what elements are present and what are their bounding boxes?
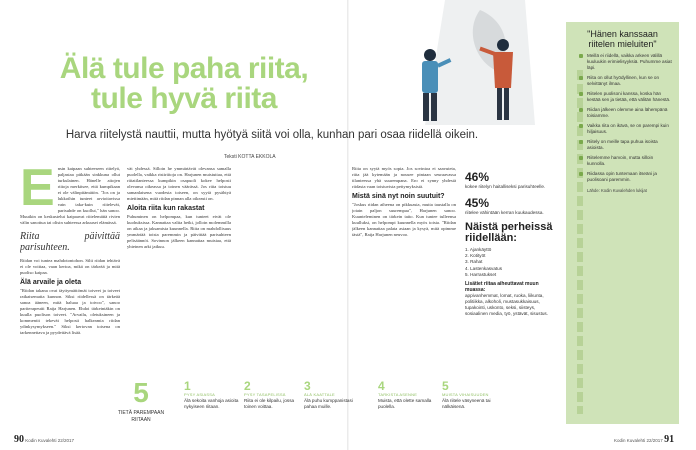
headline-line-1: Älä tule paha riita, bbox=[59, 52, 309, 85]
sidebar-quote bbox=[587, 123, 672, 135]
stat-1-value: 46% bbox=[465, 170, 490, 184]
page-number-left: 90 bbox=[14, 434, 24, 445]
column-1-mid: Riidan voi tuntea mahdotontohon. Silti riidan tehtävä ei ole voittaa, vaan kertoa, mikä on tärkeää ja mitä puoliso kaipaa. bbox=[20, 258, 120, 275]
pull-quote: Riita päivittää parisuhteen. bbox=[20, 231, 120, 253]
footer-left-magazine: Kodin Kuvalehti 22/2017 bbox=[25, 438, 75, 443]
stat-2-text: riitelee vähintään kerran kuukaudessa. bbox=[465, 210, 544, 215]
box-list-item: 2. Kotityöt bbox=[465, 253, 486, 259]
sidebar-quote-text: Riitelen puolisoni kanssa, koska hän kestää sen ja tietää, että välitän hänestä. bbox=[587, 91, 671, 102]
byline: Teksti KOTTA EKKOLA bbox=[224, 154, 276, 160]
sidebar-stripe bbox=[577, 70, 583, 414]
five-ways-badge bbox=[103, 372, 179, 428]
step-1-text: Älä sekoita vanhoja asioita nykyiseen riitaan. bbox=[184, 398, 239, 409]
box-sub-text: appivanhemmat, lomat, ruoka, liikunta, politiikka, alkoholi, mustasukkaisuus, tupakointi, uskonto, seksi, siisteys, sosiaalinen media, työ, ystävät, sisustus. bbox=[465, 293, 548, 317]
box-sub-title: Lisätiet riitaa aiheuttavat muun muassa: bbox=[465, 281, 539, 294]
step-3-label: ÄLÄ KAATTALE bbox=[304, 392, 335, 397]
article-column-2 bbox=[127, 166, 231, 370]
step-5-label: MUISTA VIHAISUUDEN bbox=[442, 392, 489, 397]
box-list-item: 4. Lastenkasvatus bbox=[465, 265, 503, 271]
step-4-text: Muista, että olette samalla puolella. bbox=[378, 398, 432, 409]
sidebar-quote-text: Vaikka riita on ikävä, se on parempi kuin hiljaisuus. bbox=[587, 123, 669, 134]
sidebar-quote-text: Riidassa opin tuntemaan itseäni ja puolisoani paremmin. bbox=[587, 171, 657, 182]
footer-right-magazine: Kodin Kuvalehti 22/2017 bbox=[614, 438, 663, 443]
step-2-number: 2 bbox=[244, 379, 251, 393]
step-4-number: 4 bbox=[378, 379, 385, 393]
step-1-number: 1 bbox=[184, 379, 191, 393]
sidebar-quote-text: Riitelemme harvoin, mutta silloin kunnolla. bbox=[587, 155, 654, 166]
box-list-item: 1. Ajankäyttö bbox=[465, 247, 492, 252]
article-column-3 bbox=[352, 166, 456, 370]
step-2 bbox=[244, 381, 300, 410]
box-title: Näistä perheissä riidellään: bbox=[465, 221, 553, 244]
step-5-number: 5 bbox=[442, 379, 449, 393]
sidebar-quote bbox=[587, 107, 672, 119]
facts-column bbox=[465, 170, 557, 380]
sidebar-quote bbox=[587, 53, 672, 71]
sidebar-quote bbox=[587, 139, 672, 151]
step-4 bbox=[378, 381, 434, 410]
step-2-label: PYSY TASAPELISSÄ bbox=[244, 392, 286, 397]
step-1 bbox=[184, 381, 240, 410]
subheading-2: Aloita riita kun rakastat bbox=[127, 205, 205, 212]
sidebar-quote-text: Riita on ollut hyödyllinen, kun se on selvittänyt ilmaa. bbox=[587, 75, 660, 86]
sidebar-title: "Hänen kanssaan riitelen mieluiten" bbox=[587, 29, 658, 49]
badge-text-1: TIETÄ PAREMPAAN bbox=[117, 410, 165, 416]
column-3-text: Riita on syytä myös sopia. Jos sovintoa ei saavuteta, riita jää kytemään ja nousee pintaan seuraavassa tilanteessa yhä suurempana. Ero ei synny yhdestä riidasta vaan toistuvista pettymyksistä. bbox=[352, 166, 456, 189]
headline-line-2: tule hyvä riita bbox=[91, 82, 277, 115]
stat-1 bbox=[465, 170, 557, 190]
bullet-icon bbox=[579, 108, 583, 112]
stat-2 bbox=[465, 196, 557, 216]
headline bbox=[34, 54, 334, 114]
bullet-icon bbox=[579, 124, 583, 128]
stat-1-text: kokee riitelyn haitalliseksi parisuhteelle. bbox=[465, 184, 546, 189]
step-2-text: Riita ei ole kilpailu, jossa toinen voittaa. bbox=[244, 398, 295, 409]
step-5 bbox=[442, 381, 498, 410]
subheading-1: Älä arvaile ja oleta bbox=[20, 279, 82, 286]
sidebar-quote bbox=[587, 91, 672, 103]
sidebar-quote-text: Meillä ei riidellä, vaikka arkeen välillä kuuluukin erimielisyyksiä. Puhumme asiat läpi. bbox=[587, 53, 672, 70]
sidebar-quote bbox=[587, 155, 672, 167]
column-1-rest: "Riidan takana ovat täyttymättömät toiveet ja toiveet ratkaisematta kunnon. Siksi riidellessä on tärkeää sanoa ääneen, mitä haluaa ja toivoo", sanoo pariterapeutti Raija Harjunen. Ehdoi tärkeintäkin on kuulla puolison toiveet. "Arvailu, oletuksineen ja kommentit tekevät helposti halkeamia riidan ydinkysymykseen." Siksi kertovan toisena on tarkennettava ja pyydettävä lisää. bbox=[20, 288, 120, 335]
sidebar-quote bbox=[587, 171, 672, 183]
sidebar-quote-text: Riitely on meille tapa puhua isoista asioista. bbox=[587, 139, 658, 150]
bullet-icon bbox=[579, 156, 583, 160]
quotes-sidebar bbox=[566, 22, 679, 424]
box-list-item: 5. Harrastukset bbox=[465, 271, 497, 277]
article-column-1 bbox=[20, 166, 120, 370]
footer-right bbox=[614, 434, 674, 445]
bullet-icon bbox=[579, 54, 583, 58]
step-3-number: 3 bbox=[304, 379, 311, 393]
bullet-icon bbox=[579, 140, 583, 144]
step-3-text: Älä puhu kumppanistasi pahaa muille. bbox=[304, 398, 353, 409]
step-3 bbox=[304, 381, 360, 410]
column-3-rest: "Joskus riidan aiheena on pikkuasia, mutta taustalla on jotain paljon suurempaa", Harjunen sanoo. Kuunteleminen on tärkein taito. Kun tuntee tulleensa kuulluksi, on helpompi kuunnella myös toista. "Riidan jälkeen kannattaa palata asiaan ja kysyä, mitä opimme tästä", Raija Harjunen neuvoo. bbox=[352, 202, 456, 237]
bullet-icon bbox=[579, 76, 583, 80]
step-4-label: TARKISTA ASENNE bbox=[378, 392, 418, 397]
column-2-text: vät yhdessä. Silloin he ymmärtävät olevansa samalla puolella, vaikka ristiriitoja on. Harjunen muistuttaa, että riitatilanteessa kumpikin osapuoli kokee helposti olevansa oikeassa ja toinen väärässä. Jos riita toistuu samanlaisena vuodesta toiseen, on syytä pysähtyä miettimään, mitä riidan pinnan alla oikeasti on. bbox=[127, 166, 231, 201]
box-list bbox=[465, 247, 557, 278]
bullet-icon bbox=[579, 92, 583, 96]
sidebar-quote-text: Riidan jälkeen olemme aina lähempänä toisiamme. bbox=[587, 107, 668, 118]
badge-number: 5 bbox=[133, 377, 149, 408]
footer-left bbox=[14, 434, 74, 445]
column-1-intro: nsin kaipaan suhteeseen riitelyä, paljastaa pitkään sinkkuna ollut turkulainen. Hänelle aitojen riitoja merkitsee, että kumpikaan ei ole välinpitämätön. "Jos on ja lukkoihin tunteet arvioitavissa vain taka-kuin riitelevät, parisuhde on kuollut," hän sanoo. Muutkin on keskustelut kaipaavat riitelemättä rivien välin sanottua tai olisin suhteessa arkuusei elämässä. bbox=[20, 166, 120, 225]
column-2-rest: Puhuminen on helpompaa, kun tunteet eivät ole kuohuksissa. Kannattaa valita hetki, jolloin molemmilla on aikaa ja jaksamista kuunnella. Riita on mahdollisuus ymmärtää toista paremmin ja päivittää parisuhteen pelisäännöt. Sovinnon jälkeen kannattaa muistaa, että yhteinen arki jatkuu. bbox=[127, 214, 231, 249]
badge-text-2: RIITAAN bbox=[131, 417, 151, 423]
lead-paragraph: Harva riitelystä nauttii, mutta hyötyä siitä voi olla, kunhan pari osaa riidellä oikein. bbox=[65, 129, 479, 141]
step-5-text: Älä riitele väsyneenä tai nälkäisenä. bbox=[442, 398, 491, 409]
drop-cap: E bbox=[20, 166, 55, 217]
sidebar-quote bbox=[587, 75, 672, 87]
box-list-item: 3. Rahat bbox=[465, 259, 483, 265]
bullet-icon bbox=[579, 172, 583, 176]
page-number-right: 91 bbox=[664, 434, 675, 445]
step-1-label: PYSY ASIASSA bbox=[184, 392, 216, 397]
stat-2-value: 45% bbox=[465, 196, 490, 210]
couple-illustration bbox=[385, 0, 550, 125]
sidebar-source: Lähde: Kodin Kuvalehden lukijat bbox=[587, 188, 647, 193]
subheading-3: Mistä sinä nyt noin suutuit? bbox=[352, 193, 445, 200]
